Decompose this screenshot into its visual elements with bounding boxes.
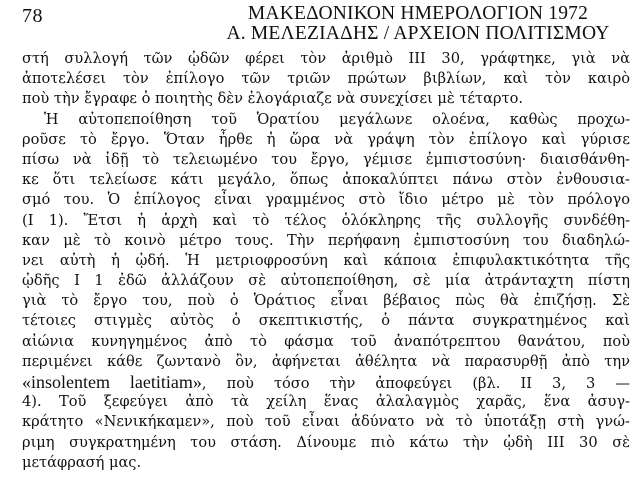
text-line: Ἡ αὐτοπεποίθηση τοῦ Ὁρατίου μεγάλωνε ολοένα, καθὼς προχω- bbox=[44, 110, 630, 128]
journal-title: ΜΑΚΕΔΟΝΙΚΟΝ ΗΜΕΡΟΛΟΓΙΟΝ 1972 bbox=[247, 3, 589, 24]
text-line: ποὺ τὴν ἔγραφε ὁ ποιητὴς δὲν ἐλογάριαζε νὰ συνεχίσει μὲ τέταρτο. bbox=[22, 90, 524, 108]
text-line: κράτητο «Νενικήκαμεν», ποὺ τοῦ εἶναι ἀδύνατο νὰ τὸ ὑποτάξῃ στὴ γνώ- bbox=[22, 413, 630, 431]
text-line: κε ὅτι τελείωσε κάτι μεγάλο, ὅπως ἀποκαλύπτει πάνω στὸν ἐνθουσια- bbox=[22, 171, 630, 189]
body-text bbox=[22, 49, 630, 473]
text-line: μετάφρασή μας. bbox=[22, 453, 142, 471]
text-line: πίσω νὰ ἰδῇ τὸ τελειωμένο του ἔργο, γέμισε ἐμπιστοσύνη· διαισθάνθη- bbox=[22, 150, 630, 168]
text-line: (Ι 1). Ἔτσι ἡ ἀρχὴ καὶ τὸ τέλος ὁλόκληρης τῆς συλλογῆς συνδέθη- bbox=[22, 211, 630, 229]
text-line: περιμένει κάθε ζωντανὸ ὂν, ἀφήνεται ἀθέλητα νὰ παρασυρθῇ ἀπὸ την bbox=[22, 352, 630, 370]
page-number: 78 bbox=[22, 5, 43, 27]
running-head bbox=[208, 4, 628, 44]
text-line: 4). Τοῦ ξεφεύγει ἀπὸ τὰ χείλη ἕνας ἀλαλαγμὸς χαρᾶς, ἕνα ἀσυγ- bbox=[22, 393, 630, 411]
latin-quote: «insolentem laetitiam» bbox=[22, 372, 202, 392]
text-line: αἰώνια κυνηγημένος ἀπὸ τὸ φάσμα τοῦ ἀναπότρεπτου θανάτου, ποὺ bbox=[22, 332, 630, 350]
text-line: ριμη συγκρατημένη του στάση. Δίνουμε πιὸ κάτω τὴν ᾠδὴ III 30 σὲ bbox=[22, 433, 630, 451]
text-line: σμό του. Ὁ ἐπίλογος εἶναι γραμμένος στὸ ἴδιο μέτρο μὲ τὸν πρόλογο bbox=[22, 191, 630, 209]
text-line: ᾠδῆς Ι 1 ἐδῶ ἀλλάζουν σὲ αὐτοπεποίθηση, σὲ μία ἀτράνταχτη πίστη bbox=[22, 272, 630, 290]
text-line: καν μὲ τὸ κοινὸ μέτρο τους. Τὴν περήφανη ἐμπιστοσύνη του διαδηλώ- bbox=[22, 231, 630, 249]
latin-line-rest: , ποὺ τόσο τὴν ἀποφεύγει (βλ. II 3, 3 — bbox=[201, 375, 630, 392]
text-line: τέτοιες στιγμὲς αὐτὸς ὁ σκεπτικιστής, ὁ πάντα συγκρατημένος καὶ bbox=[22, 312, 630, 330]
latin-quote-line bbox=[22, 372, 630, 392]
text-line: νει αὐτὴ ἡ ᾠδή. Ἡ μετριοφροσύνη καὶ κάποια ἐπιφυλακτικότητα τῆς bbox=[22, 251, 630, 269]
author-archive: Α. ΜΕΛΕΖΙΑΔΗΣ / ΑΡΧΕΙΟΝ ΠΟΛΙΤΙΣΜΟΥ bbox=[226, 23, 610, 44]
text-line: ροῦσε τὸ ἔργο. Ὅταν ἦρθε ἡ ὥρα νὰ γράψη τὸν ἐπίλογο καὶ γύρισε bbox=[22, 130, 630, 148]
text-line: γιὰ τὸ ἔργο του, ποὺ ὁ Ὁράτιος εἶναι βέβαιος πὼς θὰ ἐπιζήσῃ. Σὲ bbox=[22, 292, 630, 310]
text-line: ἀποτελέσει τὸν ἐπίλογο τῶν τριῶν πρώτων βιβλίων, καὶ τὸν καιρὸ bbox=[22, 70, 630, 88]
text-line: στή συλλογή τῶν ᾠδῶν φέρει τὸν ἀριθμὸ III 30, γράφτηκε, γιὰ νὰ bbox=[22, 50, 630, 67]
